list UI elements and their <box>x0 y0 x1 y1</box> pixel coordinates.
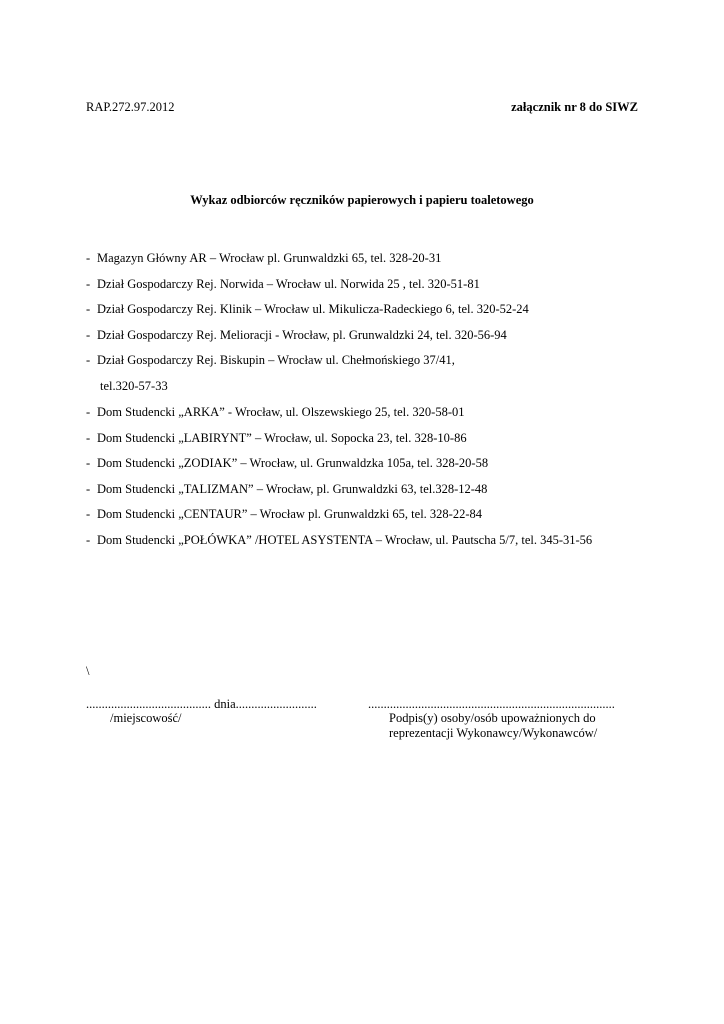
list-marker: - <box>86 404 91 419</box>
list-item <box>86 328 646 354</box>
list-marker: - <box>86 353 91 368</box>
list-item <box>86 456 646 482</box>
list-marker: - <box>86 302 91 317</box>
list-item <box>86 533 646 559</box>
list-marker: - <box>86 456 91 471</box>
list-item-text: Dział Gospodarczy Rej. Melioracji - Wrocław, pl. Grunwaldzki 24, tel. 320-56-94 <box>97 327 507 342</box>
annex-label: załącznik nr 8 do SIWZ <box>511 100 638 114</box>
signature-label-line: Podpis(y) osoby/osób upoważnionych do <box>389 711 596 725</box>
list-item <box>86 431 646 457</box>
list-item <box>86 277 646 303</box>
signature-label-line: reprezentacji Wykonawcy/Wykonawców/ <box>389 726 598 740</box>
list-marker: - <box>86 327 91 342</box>
list-item-text: Dom Studencki „POŁÓWKA” /HOTEL ASYSTENTA – Wrocław, ul. Pautscha 5/7, tel. 345-31-56 <box>97 532 593 547</box>
signature-label <box>389 711 597 741</box>
place-date-line: ........................................ dnia.......................... <box>86 697 317 711</box>
list-item <box>86 302 646 328</box>
list-item-text: Dom Studencki „LABIRYNT” – Wrocław, ul. Sopocka 23, tel. 328-10-86 <box>97 430 467 445</box>
stray-mark: \ <box>86 664 90 678</box>
place-label: /miejscowość/ <box>110 711 182 725</box>
list-item-text: Dział Gospodarczy Rej. Biskupin – Wrocław ul. Chełmońskiego 37/41, <box>97 353 455 368</box>
list-marker: - <box>86 481 91 496</box>
signature-line: ............................................................................... <box>368 697 615 711</box>
list-marker: - <box>86 532 91 547</box>
list-item-text: Dom Studencki „ZODIAK” – Wrocław, ul. Grunwaldzka 105a, tel. 328-20-58 <box>97 456 489 471</box>
list-item <box>86 507 646 533</box>
list-marker: - <box>86 276 91 291</box>
list-item-text: Dom Studencki „TALIZMAN” – Wrocław, pl. Grunwaldzki 63, tel.328-12-48 <box>97 481 488 496</box>
recipients-list <box>86 251 646 559</box>
list-item-text: Dział Gospodarczy Rej. Klinik – Wrocław ul. Mikulicza-Radeckiego 6, tel. 320-52-24 <box>97 302 529 317</box>
list-item-text: Dział Gospodarczy Rej. Norwida – Wrocław ul. Norwida 25 , tel. 320-51-81 <box>97 276 480 291</box>
list-marker: - <box>86 507 91 522</box>
list-item <box>86 482 646 508</box>
list-item-text: Magazyn Główny AR – Wrocław pl. Grunwaldzki 65, tel. 328-20-31 <box>97 251 442 265</box>
list-item <box>86 353 646 405</box>
list-item-text: Dom Studencki „CENTAUR” – Wrocław pl. Grunwaldzki 65, tel. 328-22-84 <box>97 507 482 522</box>
list-item-continuation: tel.320-57-33 <box>100 379 168 394</box>
list-item <box>86 251 646 277</box>
reference-number: RAP.272.97.2012 <box>86 100 175 114</box>
list-marker: - <box>86 430 91 445</box>
document-title: Wykaz odbiorców ręczników papierowych i papieru toaletowego <box>190 193 534 207</box>
list-item-text: Dom Studencki „ARKA” - Wrocław, ul. Olszewskiego 25, tel. 320-58-01 <box>97 404 465 419</box>
list-marker: - <box>86 251 91 265</box>
list-item <box>86 405 646 431</box>
